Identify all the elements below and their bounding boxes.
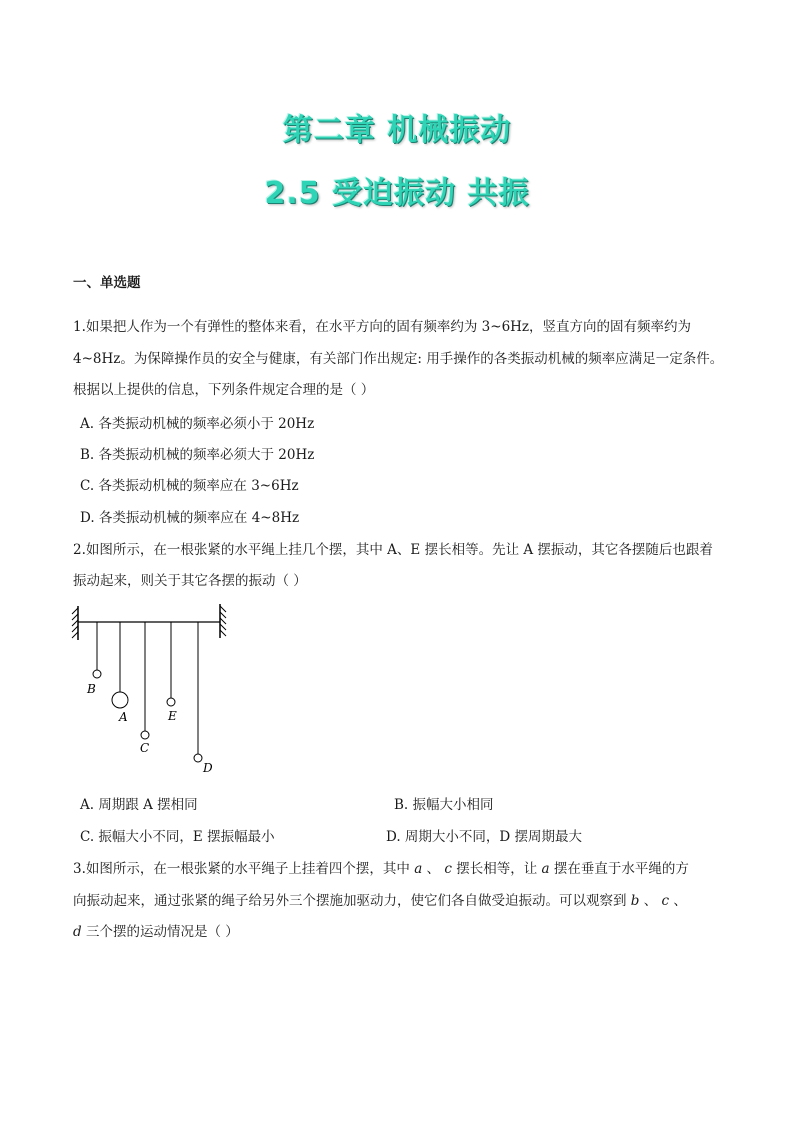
q3-line1: [73, 857, 689, 877]
q3-text: 三个摆的运动情况是（ ）: [85, 924, 239, 940]
q1-option-d: D. 各类振动机械的频率应在 4~8Hz: [80, 510, 300, 526]
q2-option-a: A. 周期跟 A 摆相同: [80, 797, 198, 813]
chapter-title: 第二章 机械振动: [282, 113, 512, 148]
q1-option-a: A. 各类振动机械的频率必须小于 20Hz: [80, 416, 315, 432]
lesson-title: 2.5 受迫振动 共振: [264, 176, 530, 211]
q2-option-d: D. 周期大小不同，D 摆周期最大: [386, 829, 583, 845]
q2-option-c: C. 振幅大小不同，E 摆振幅最小: [80, 829, 275, 845]
q1-option-b: B. 各类振动机械的频率必须大于 20Hz: [80, 447, 315, 463]
q3-var-c: c: [661, 893, 670, 909]
q1-option-c: C. 各类振动机械的频率应在 3~6Hz: [80, 478, 299, 494]
q3-text: 摆在垂直于水平绳的方: [553, 861, 689, 877]
label-c: C: [140, 741, 150, 755]
q3-sep: 、: [643, 893, 658, 909]
q2-option-b: B. 振幅大小相同: [394, 797, 494, 813]
label-b: B: [87, 682, 96, 696]
q1-line3: 根据以上提供的信息，下列条件规定合理的是（ ）: [73, 382, 375, 398]
q3-line2: [73, 889, 687, 909]
q3-text: 3.如图所示，在一根张紧的水平绳子上挂着四个摆，其中: [73, 861, 410, 877]
bob-b: [93, 670, 101, 678]
q1-line2: 4~8Hz。为保障操作员的安全与健康，有关部门作出规定: 用手操作的各类振动机械的频率应满足一定条件。: [73, 351, 724, 367]
label-e: E: [168, 709, 177, 723]
q3-line3: [73, 920, 239, 940]
q3-sep: 、: [673, 893, 687, 909]
pendulum-figure: [68, 600, 248, 780]
left-wall-hatch: [72, 608, 78, 638]
bob-c: [141, 731, 149, 739]
q3-var-a: a: [414, 861, 423, 877]
label-d: D: [203, 761, 213, 775]
bob-e: [167, 698, 175, 706]
q3-var-a: a: [541, 861, 550, 877]
right-wall-hatch: [220, 606, 226, 636]
q3-sep: 、: [426, 861, 441, 877]
q2-line2: 振动起来，则关于其它各摆的振动（ ）: [73, 573, 307, 589]
q3-var-c: c: [444, 861, 452, 877]
label-a: A: [119, 710, 128, 724]
q1-line1: 1.如果把人作为一个有弹性的整体来看，在水平方向的固有频率约为 3~6Hz，竖直方向的固有频率约为: [73, 319, 692, 335]
section-heading: 一、单选题: [73, 275, 141, 291]
q3-var-b: b: [630, 893, 640, 909]
q3-text: 向振动起来，通过张紧的绳子给另外三个摆施加驱动力，使它们各自做受迫振动。可以观察到: [73, 893, 627, 909]
q2-line1: 2.如图所示，在一根张紧的水平绳上挂几个摆，其中 A、E 摆长相等。先让 A 摆振动，其它各摆随后也跟着: [73, 542, 713, 558]
q3-var-d: d: [73, 924, 82, 940]
bob-a: [112, 692, 128, 708]
bob-d: [194, 754, 202, 762]
q3-text: 摆长相等，让: [456, 861, 538, 877]
